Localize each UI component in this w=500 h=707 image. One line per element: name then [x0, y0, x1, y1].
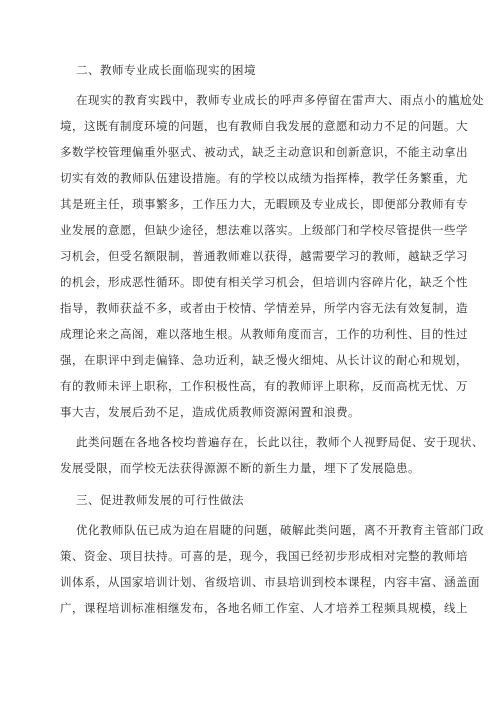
paragraph-line: 事大吉，发展后劲不足，造成优质教师资源闲置和浪费。: [60, 405, 360, 419]
paragraph-line: 在现实的教育实践中，教师专业成长的呼声多停留在雷声大、雨点小的尴尬处: [76, 93, 484, 107]
paragraph-line: 发展受限，而学校无法获得源源不断的新生力量，埋下了发展隐患。: [60, 461, 420, 475]
paragraph-line: 指导，教师获益不多，或者由于校情、学情差异，所学内容无法有效复制，造: [60, 301, 468, 315]
paragraph-line: 多数学校管理偏重外驱式、被动式，缺乏主动意识和创新意识，不能主动拿出: [60, 145, 468, 159]
paragraph-line: 业发展的意愿，但缺少途径，想法难以落实。上级部门和学校尽管提供一些学: [60, 223, 468, 237]
paragraph-line: 境，这既有制度环境的问题，也有教师自我发展的意愿和动力不足的问题。大: [60, 119, 468, 133]
paragraph-line: 策、资金、项目扶持。可喜的是，现今，我国已经初步形成相对完整的教师培: [60, 549, 468, 563]
paragraph-line: 其是班主任，琐事繁多，工作压力大，无暇顾及专业成长，即便部分教师有专: [60, 197, 468, 211]
paragraph-line: 广，课程培训标准相继发布，各地名师工作室、人才培养工程频具规模，线上: [60, 601, 468, 615]
paragraph-line: 的机会，形成恶性循环。即使有相关学习机会，但培训内容碎片化，缺乏个性: [60, 275, 468, 289]
paragraph-line: 优化教师队伍已成为迫在眉睫的问题，破解此类问题，离不开教育主管部门政: [76, 523, 484, 537]
paragraph-line: 此类问题在各地各校均普遍存在，长此以往，教师个人视野局促、安于现状、: [76, 435, 484, 449]
section-heading: 二、教师专业成长面临现实的困境: [76, 63, 256, 77]
paragraph-line: 习机会，但受名额限制，普通教师难以获得，越需要学习的教师，越缺乏学习: [60, 249, 468, 263]
paragraph-line: 有的教师未评上职称，工作积极性高，有的教师评上职称，反而高枕无忧、万: [60, 379, 468, 393]
paragraph-line: 强，在职评中到走偏锋、急功近利，缺乏慢火细炖、从长计议的耐心和规划，: [60, 353, 468, 367]
paragraph-line: 训体系，从国家培训计划、省级培训、市县培训到校本课程，内容丰富、涵盖面: [60, 575, 480, 589]
paragraph-line: 成理论来之高阁，难以落地生根。从教师角度而言，工作的功利性、目的性过: [60, 327, 468, 341]
paragraph-line: 切实有效的教师队伍建设措施。有的学校以成绩为指挥棒，教学任务繁重，尤: [60, 171, 468, 185]
section-heading: 三、促进教师发展的可行性做法: [76, 493, 244, 507]
